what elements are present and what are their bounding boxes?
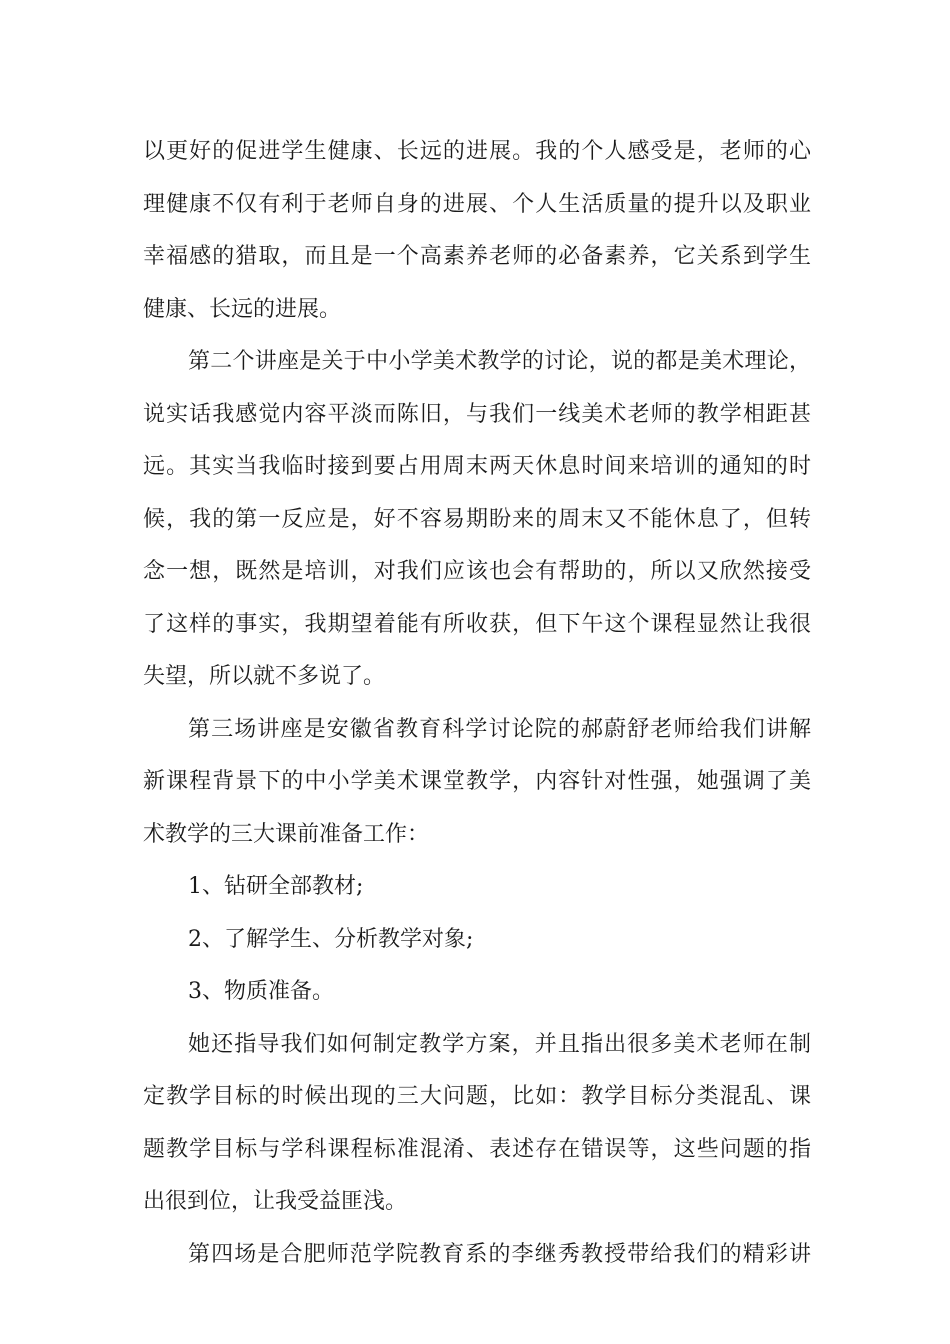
text-line: 了这样的事实，我期望着能有所收获，但下午这个课程显然让我很 [143,611,811,637]
document-body [143,126,811,1281]
text-line: 新课程背景下的中小学美术课堂教学，内容针对性强，她强调了美 [143,769,811,794]
list-item: 1、钻研全部教材; [188,874,364,899]
list-item: 3、物质准备。 [188,979,334,1004]
list-item: 2、了解学生、分析教学对象; [188,926,474,952]
text-line: 失望，所以就不多说了。 [143,664,386,689]
text-line: 远。其实当我临时接到要占用周末两天休息时间来培训的通知的时 [143,454,811,479]
paragraph-first-line: 第三场讲座是安徽省教育科学讨论院的郝蔚舒老师给我们讲解 [188,716,811,742]
text-line: 定教学目标的时候出现的三大问题，比如：教学目标分类混乱、课 [143,1084,811,1109]
text-line: 理健康不仅有利于老师自身的进展、个人生活质量的提升以及职业 [143,191,811,217]
text-line: 说实话我感觉内容平淡而陈旧，与我们一线美术老师的教学相距甚 [143,401,811,427]
text-line: 出很到位，让我受益匪浅。 [143,1189,408,1214]
text-line: 念一想，既然是培训，对我们应该也会有帮助的，所以又欣然接受 [143,559,811,584]
text-line: 健康、长远的进展。 [143,296,342,322]
text-line: 候，我的第一反应是，好不容易期盼来的周末又不能休息了，但转 [143,506,811,532]
paragraph-first-line: 她还指导我们如何制定教学方案，并且指出很多美术老师在制 [188,1031,811,1057]
text-line: 幸福感的猎取，而且是一个高素养老师的必备素养，它关系到学生 [143,244,811,269]
text-line: 题教学目标与学科课程标准混淆、表述存在错误等，这些问题的指 [143,1136,811,1162]
text-line: 术教学的三大课前准备工作： [143,821,430,847]
paragraph-first-line: 第四场是合肥师范学院教育系的李继秀教授带给我们的精彩讲 [188,1241,811,1267]
text-line: 以更好的促进学生健康、长远的进展。我的个人感受是，老师的心 [143,139,811,164]
paragraph-first-line: 第二个讲座是关于中小学美术教学的讨论，说的都是美术理论， [188,349,811,374]
